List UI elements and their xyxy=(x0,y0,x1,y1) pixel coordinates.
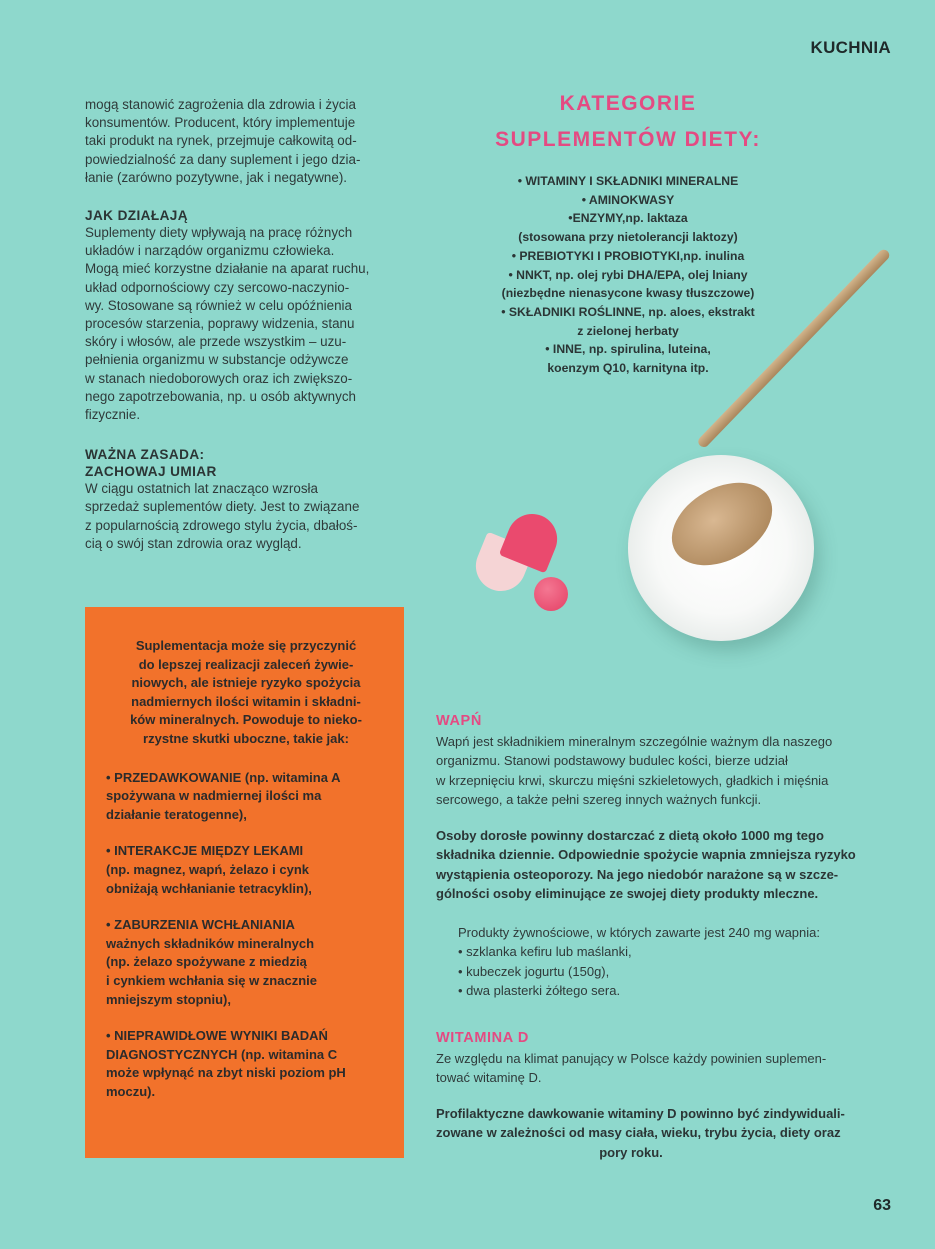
list-item: •ENZYMY,np. laktaza xyxy=(568,211,688,226)
list-item: • PRZEDAWKOWANIE (np. witamina A spożywana w nadmiernej ilości ma działanie teratogenne), xyxy=(106,769,341,822)
rule-heading-line-2: ZACHOWAJ UMIAR xyxy=(85,464,217,480)
categories-title: KATEGORIE SUPLEMENTÓW DIETY: xyxy=(495,92,761,151)
list-item: • kubeczek jogurtu (150g), xyxy=(458,963,610,979)
tablet-image xyxy=(534,577,568,611)
warning-box-text xyxy=(106,637,386,1101)
vitamin-d-heading: WITAMINA D xyxy=(436,1030,529,1046)
list-item: • PREBIOTYKI I PROBIOTYKI,np. inulina xyxy=(511,248,745,263)
list-item: • ZABURZENIA WCHŁANIANIA ważnych składników mineralnych (np. żelazo spożywane z miedzią i cynkiem wchłania się w znacznie mniejszym stopniu), xyxy=(106,917,317,1007)
list-item: • NIEPRAWIDŁOWE WYNIKI BADAŃ DIAGNOSTYCZNYCH (np. witamina C może wpłynąć na zbyt niski poziom pH moczu). xyxy=(106,1028,346,1099)
calcium-products: Produkty żywnościowe, w których zawarte jest 240 mg wapnia: • szklanka kefiru lub maślanki, • kubeczek jogurtu (150g), • dwa plasterki żółtego sera. xyxy=(436,923,876,1001)
rule-paragraph: W ciągu ostatnich lat znacząco wzrosła sprzedaż suplementów diety. Jest to związane z popularnością zdrowego stylu życia, dbałoś- cią o swój stan zdrowia oraz wygląd. xyxy=(85,481,360,551)
vitamin-d-paragraph: Ze względu na klimat panujący w Polsce każdy powinien suplemen- tować witaminę D. xyxy=(436,1050,827,1085)
calcium-paragraph: Wapń jest składnikiem mineralnym szczególnie ważnym dla naszego organizmu. Stanowi podstawowy budulec kości, bierze udział w krzepnięciu krwi, skurczu mięśni szkieletowych, gładkich i mięśnia sercowego, a także pełni szereg innych ważnych funkcji. xyxy=(436,733,833,807)
list-item: • INTERAKCJE MIĘDZY LEKAMI (np. magnez, wapń, żelazo i cynk obniżają wchłanianie tetracyklin), xyxy=(106,843,312,896)
how-it-works-heading: JAK DZIAŁAJĄ xyxy=(85,208,188,224)
warning-intro: Suplementacja może się przyczynić do lepszej realizacji zaleceń żywie- niowych, ale istnieje ryzyko spożycia nadmiernych ilości witamin i składni- ków mineralnych. Powoduje to nieko- rzystne skutki uboczne, takie jak: xyxy=(130,638,362,746)
calcium-bold-paragraph: Osoby dorosłe powinny dostarczać z dietą około 1000 mg tego składnika dziennie. Odpowiednie spożycie wapnia zmniejsza ryzyko wystąpienia osteoporozy. Na jego niedobór narażone są w szcze- gólności osoby eliminujące ze swojej diety produkty mleczne. xyxy=(436,827,856,901)
list-item: koenzym Q10, karnityna itp. xyxy=(547,361,709,376)
section-label: KUCHNIA xyxy=(810,38,891,57)
calcium-heading: WAPŃ xyxy=(436,713,482,729)
how-it-works-paragraph: Suplementy diety wpływają na pracę różnych układów i narządów organizmu człowieka. Mogą mieć korzystne działanie na aparat ruchu, układ odpornościowy czy sercowo-naczynio- wy. Stosowane są również w celu opóźnienia procesów starzenia, poprawy widzenia, stanu skóry i włosów, ale przede wszystkim – uzu- pełnienia organizmu w substancje odżywcze w stanach niedoborowych oraz ich zwiększo- nego zapotrzebowania, np. u osób aktywnych fizycznie. xyxy=(85,225,370,423)
list-item: • INNE, np. spirulina, luteina, xyxy=(545,342,711,357)
list-item: z zielonej herbaty xyxy=(577,323,679,338)
vitamin-d-bold-paragraph: Profilaktyczne dawkowanie witaminy D powinno być zindywiduali- zowane w zależności od masy ciała, wieku, trybu życia, diety oraz pory roku. xyxy=(436,1105,845,1160)
page-number: 63 xyxy=(873,1197,891,1214)
intro-paragraph: mogą stanowić zagrożenia dla zdrowia i życia konsumentów. Producent, który implementuje taki produkt na rynek, przejmuje całkowitą od- powiedzialność za dany suplement i jego dzia- łanie (zarówno pozytywne, jak i negatywne). xyxy=(85,97,361,185)
left-column xyxy=(85,96,405,553)
categories-list xyxy=(468,172,788,378)
calcium-section xyxy=(436,712,876,1001)
rule-heading-line-1: WAŻNA ZASADA: xyxy=(85,447,205,463)
list-item: • WITAMINY I SKŁADNIKI MINERALNE xyxy=(517,174,739,188)
list-item: • szklanka kefiru lub maślanki, xyxy=(458,944,632,959)
list-item: • SKŁADNIKI ROŚLINNE, np. aloes, ekstrakt xyxy=(501,304,755,319)
list-item: • dwa plasterki żółtego sera. xyxy=(458,983,621,998)
list-item: (stosowana przy nietolerancji laktozy) xyxy=(518,230,738,245)
vitamin-d-section xyxy=(436,1029,876,1162)
list-item: (niezbędne nienasycone kwasy tłuszczowe) xyxy=(501,286,755,301)
list-item: • NNKT, np. olej rybi DHA/EPA, olej lniany xyxy=(508,267,748,282)
list-item: • AMINOKWASY xyxy=(581,192,675,207)
